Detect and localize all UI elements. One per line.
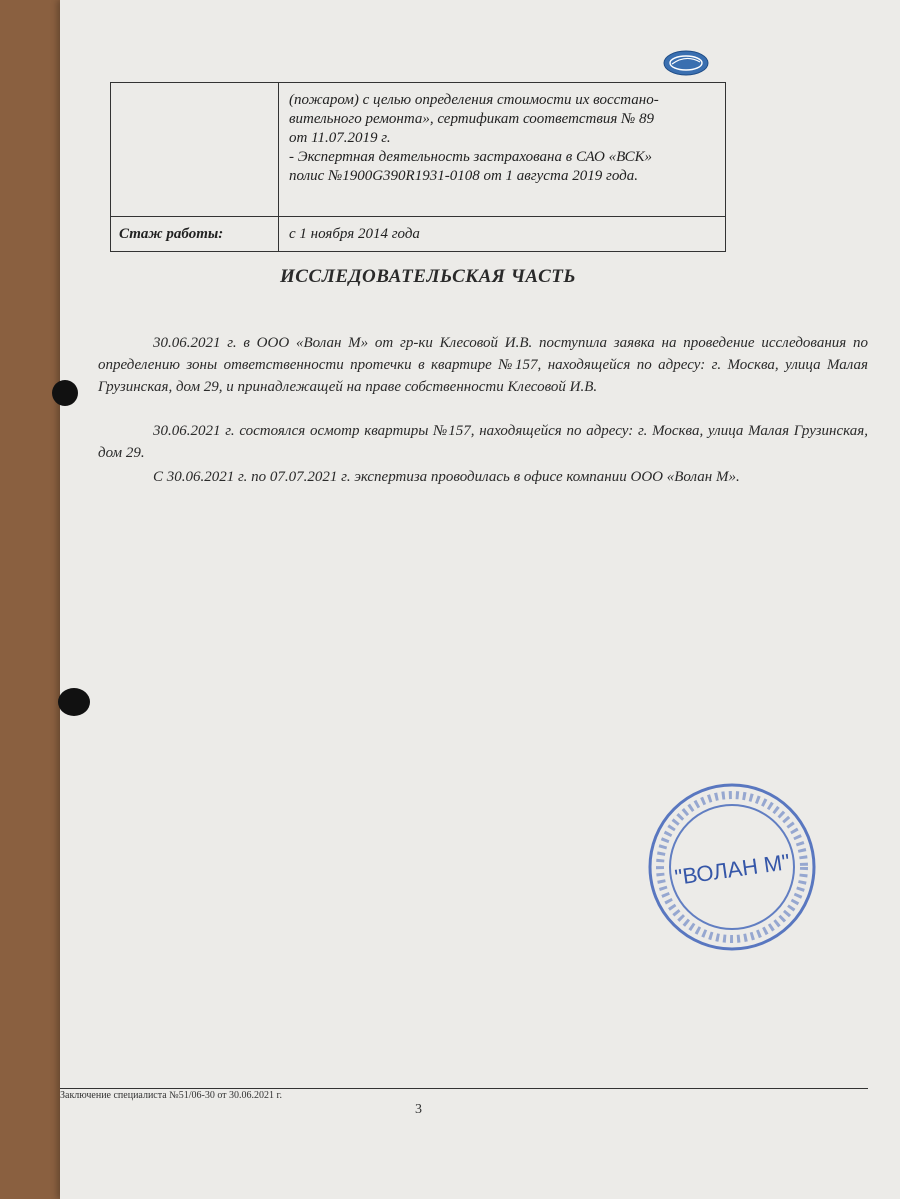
company-stamp-icon <box>645 780 820 955</box>
qualification-line: - Экспертная деятельность застрахована в САО «ВСК» <box>289 149 653 165</box>
paragraph-inspection: 30.06.2021 г. состоялся осмотр квартиры №157, находящейся по адресу: г. Москва, улица Малая Грузинская, дом 29. <box>98 423 868 461</box>
experience-row <box>111 217 726 252</box>
specialist-info-table <box>110 82 726 252</box>
page-number: 3 <box>415 1102 422 1117</box>
qualification-label-cell <box>111 83 279 217</box>
qualification-line: (пожаром) с целью определения стоимости их восстано- <box>289 92 659 108</box>
qualification-line: от 11.07.2019 г. <box>289 130 391 146</box>
paragraph-request: 30.06.2021 г. в ООО «Волан М» от гр-ки Клесовой И.В. поступила заявка на проведение исследования по определению зоны ответственности протечки в квартире №157, находящейся по адресу: г. Москва, улица Малая Грузинская, дом 29, и принадлежащей на праве собственности Клесовой И.В. <box>98 335 868 395</box>
experience-label: Стаж работы: <box>111 217 279 252</box>
binder-hole <box>52 380 78 406</box>
binder-hole <box>58 688 90 716</box>
section-title: ИССЛЕДОВАТЕЛЬСКАЯ ЧАСТЬ <box>280 266 576 287</box>
document-page <box>60 0 900 1199</box>
paragraph-expertise-period: С 30.06.2021 г. по 07.07.2021 г. экспертиза проводилась в офисе компании ООО «Волан М». <box>153 469 740 485</box>
qualification-row <box>111 83 726 217</box>
experience-value: с 1 ноября 2014 года <box>279 217 726 252</box>
footer-reference: Заключение специалиста №51/06-30 от 30.06.2021 г. <box>60 1090 283 1101</box>
qualification-line: полис №1900G390R1931-0108 от 1 августа 2019 года. <box>289 168 638 184</box>
qualification-line: вительного ремонта», сертификат соответствия № 89 <box>289 111 655 127</box>
stamp-center-text: "ВОЛАН М" <box>673 849 792 890</box>
company-logo-icon <box>663 50 709 76</box>
qualification-value-cell <box>279 83 726 217</box>
footer-divider <box>60 1088 868 1089</box>
